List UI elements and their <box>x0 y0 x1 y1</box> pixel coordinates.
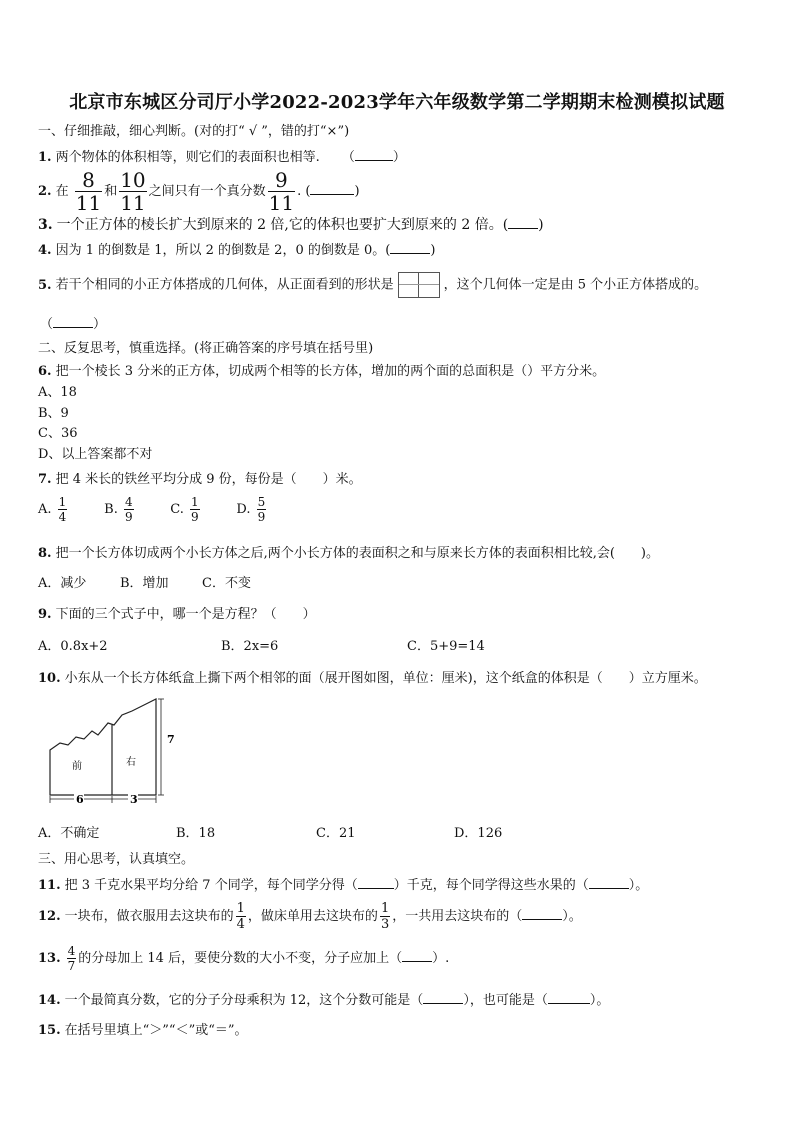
fraction: $\frac{1}{4}$ <box>236 901 245 932</box>
question-text: 和 <box>104 184 118 199</box>
answer-blank[interactable] <box>53 316 93 328</box>
question-text: 之间只有一个真分数 <box>148 184 266 199</box>
option-d[interactable]: D. $\frac{5}{9}$ <box>236 495 266 524</box>
question-text: ）。 <box>628 878 649 893</box>
question-number: 8. <box>38 546 52 561</box>
question-5 <box>38 272 707 298</box>
question-number: 15. <box>38 1023 61 1038</box>
option-b[interactable]: B．2x=6 <box>221 639 279 654</box>
question-11 <box>38 874 648 893</box>
question-text: 两个物体的体积相等，则它们的表面积也相等. <box>55 150 320 165</box>
question-9 <box>38 603 316 622</box>
question-number: 5. <box>38 277 52 293</box>
question-text: 在括号里填上“＞”“＜”或“＝”。 <box>64 1023 248 1038</box>
question-text: ）千克，每个同学得这些水果的（ <box>393 878 589 893</box>
question-number: 3. <box>38 217 53 233</box>
question-text: 下面的三个式子中，哪一个是方程？（ ） <box>55 607 316 622</box>
fraction: $\frac{8}{11}$ <box>75 168 102 215</box>
section-heading-3: 三、用心思考，认真填空。 <box>38 852 195 867</box>
front-face-label: 前 <box>72 761 82 772</box>
answer-blank[interactable] <box>355 149 393 161</box>
question-text: 一块布，做衣服用去这块布的 <box>64 909 234 924</box>
section-heading-2: 二、反复思考，慎重选择。(将正确答案的序号填在括号里) <box>38 341 374 356</box>
option-c[interactable]: C．21 <box>316 826 356 841</box>
question-text: 因为 1 的倒数是 1，所以 2 的倒数是 2，0 的倒数是 0。( <box>55 243 391 258</box>
question-text: ，一共用去这块布的（ <box>392 909 523 924</box>
question-number: 1. <box>38 150 52 165</box>
question-number: 4. <box>38 243 52 258</box>
paren: ) <box>354 184 360 199</box>
page-title: 北京市东城区分司厅小学2022-2023学年六年级数学第二学期期末检测模拟试题 <box>69 92 725 113</box>
option-c[interactable]: C. $\frac{1}{9}$ <box>170 495 199 524</box>
fraction: $\frac{1}{3}$ <box>380 901 390 932</box>
answer-blank[interactable] <box>423 992 463 1004</box>
fraction: $\frac{10}{11}$ <box>120 168 146 215</box>
height-label: 7 <box>167 733 175 746</box>
question-number: 12. <box>38 909 61 924</box>
question-text: . ( <box>297 184 311 199</box>
answer-blank[interactable] <box>358 877 394 889</box>
width-label-front: 6 <box>76 793 84 806</box>
question-5-answer <box>40 313 106 332</box>
question-text: 把一个棱长 3 分米的正方体，切成两个相等的长方体，增加的两个面的总面积是（）平方分米。 <box>55 364 606 379</box>
question-10 <box>38 667 707 686</box>
option-a[interactable]: A、18 <box>38 385 77 400</box>
question-number: 11. <box>38 878 61 893</box>
question-text: ，做床单用去这块布的 <box>247 909 378 924</box>
question-7-options <box>38 496 268 523</box>
question-9-options <box>38 635 485 654</box>
question-13 <box>38 945 449 972</box>
question-10-options <box>38 822 502 841</box>
answer-blank[interactable] <box>390 242 430 254</box>
option-c[interactable]: C、36 <box>38 426 78 441</box>
question-number: 2. <box>38 184 52 199</box>
question-text: 小东从一个长方体纸盒上撕下两个相邻的面（展开图如图，单位：厘米)，这个纸盒的体积是（ ）立方厘米。 <box>64 671 707 686</box>
answer-blank[interactable] <box>508 217 538 229</box>
question-text: 一个正方体的棱长扩大到原来的 2 倍,它的体积也要扩大到原来的 2 倍。( <box>56 217 509 233</box>
paren: ）. <box>432 951 450 966</box>
question-3 <box>38 214 544 234</box>
question-text: 若干个相同的小正方体搭成的几何体，从正面看到的形状是 <box>55 277 394 293</box>
option-d[interactable]: D．126 <box>454 826 503 841</box>
question-text: 在 <box>55 184 69 199</box>
question-text: 的分母加上 14 后，要使分数的大小不变，分子应加上（ <box>78 951 403 966</box>
question-8-options <box>38 572 251 591</box>
answer-blank[interactable] <box>310 183 354 195</box>
question-text: 把 4 米长的铁丝平均分成 9 份，每份是（ ）米。 <box>55 472 362 487</box>
question-7 <box>38 468 362 487</box>
answer-blank[interactable] <box>522 908 562 920</box>
paren: （ <box>40 317 54 332</box>
answer-blank[interactable] <box>402 950 432 962</box>
option-c[interactable]: C．5+9=14 <box>407 639 485 654</box>
paren: ） <box>93 317 107 332</box>
question-15 <box>38 1019 248 1038</box>
question-text: ）。 <box>589 993 610 1008</box>
question-4 <box>38 239 435 258</box>
question-text: 把 3 千克水果平均分给 7 个同学，每个同学分得（ <box>64 878 358 893</box>
fraction: $\frac{9}{11}$ <box>268 168 295 215</box>
box-net-figure <box>38 695 178 810</box>
option-b[interactable]: B. $\frac{4}{9}$ <box>104 495 133 524</box>
right-face-label: 右 <box>126 757 136 768</box>
question-number: 13. <box>38 951 61 966</box>
option-a[interactable]: A．0.8x+2 <box>38 639 108 654</box>
option-a[interactable]: A．不确定 <box>38 826 100 841</box>
question-12 <box>38 902 582 931</box>
paren: ） <box>392 150 406 165</box>
option-b[interactable]: B．18 <box>176 826 216 841</box>
question-number: 7. <box>38 472 52 487</box>
answer-blank[interactable] <box>548 992 590 1004</box>
question-text: 一个最简真分数，它的分子分母乘积为 12，这个分数可能是（ <box>64 993 424 1008</box>
question-2 <box>38 170 360 213</box>
paren: ) <box>430 243 436 258</box>
question-6 <box>38 360 605 379</box>
answer-blank[interactable] <box>589 877 629 889</box>
paren: （ <box>341 150 355 165</box>
option-a[interactable]: A．减少 <box>38 576 87 591</box>
paren: ）。 <box>562 909 582 924</box>
question-1 <box>38 146 406 165</box>
front-view-shape-icon <box>398 272 440 298</box>
paren: ) <box>538 217 544 233</box>
option-a[interactable]: A. $\frac{1}{4}$ <box>38 495 67 524</box>
fraction: $\frac{4}{7}$ <box>67 944 76 973</box>
question-text: 把一个长方体切成两个小长方体之后,两个小长方体的表面积之和与原来长方体的表面积相比较,会( )。 <box>55 546 659 561</box>
question-number: 6. <box>38 364 52 379</box>
option-b[interactable]: B、9 <box>38 406 69 421</box>
option-c[interactable]: C．不变 <box>202 576 251 591</box>
option-b[interactable]: B．增加 <box>120 576 169 591</box>
question-number: 9. <box>38 607 52 622</box>
width-label-right: 3 <box>130 793 138 806</box>
question-text: ），也可能是（ <box>463 993 548 1008</box>
question-14 <box>38 989 609 1008</box>
question-number: 10. <box>38 671 61 686</box>
option-d[interactable]: D、以上答案都不对 <box>38 447 153 462</box>
section-heading-1: 一、仔细推敲，细心判断。(对的打“ √ ”，错的打“×”) <box>38 124 350 139</box>
question-number: 14. <box>38 993 61 1008</box>
question-8 <box>38 542 659 561</box>
question-text: ，这个几何体一定是由 5 个小正方体搭成的。 <box>443 277 708 293</box>
